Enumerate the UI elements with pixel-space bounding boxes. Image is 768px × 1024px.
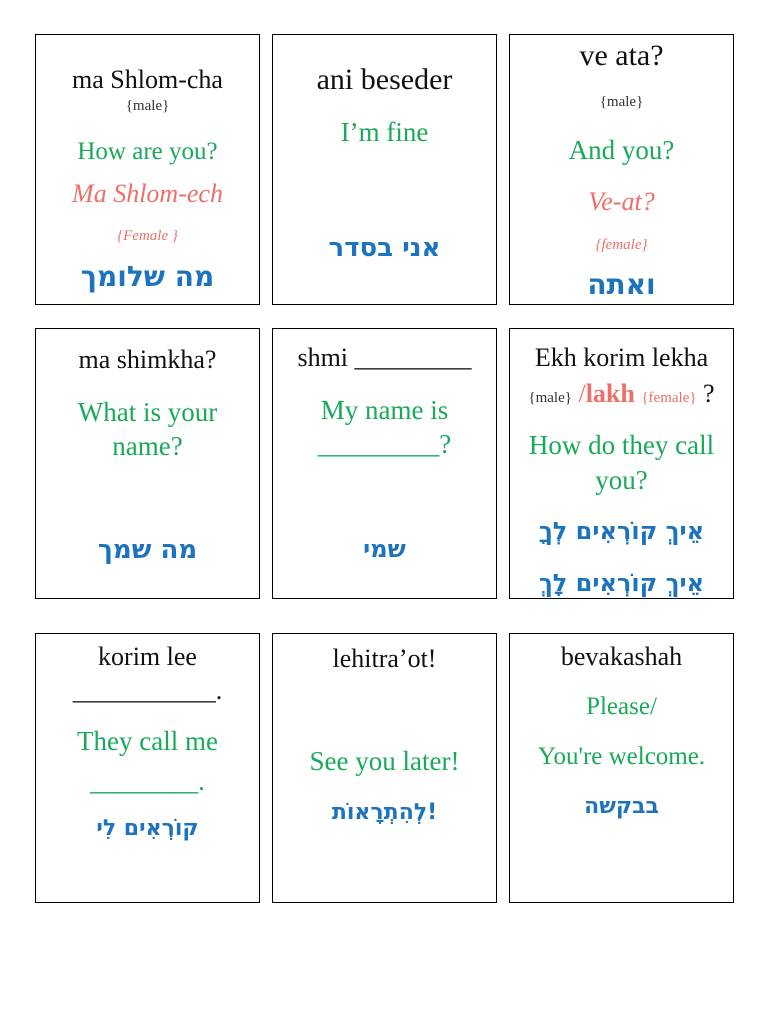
slash-separator: / — [578, 379, 586, 408]
english-translation-line-1: My name is — [320, 395, 449, 425]
gender-variants-row — [510, 381, 733, 407]
hebrew-text: מה שלומך — [80, 260, 215, 293]
transliteration: bevakashah — [560, 642, 683, 671]
transliteration: ve ata? — [579, 39, 664, 72]
question-mark: ? — [703, 379, 715, 408]
transliteration-line-1: korim lee — [98, 642, 197, 671]
transliteration: lehitra’ot! — [332, 644, 437, 673]
english-translation-line-1: How do they call — [528, 430, 715, 460]
english-translation: How are you? — [77, 138, 218, 165]
card-please — [509, 633, 734, 903]
english-translation-line-2: you? — [595, 465, 648, 495]
english-translation: I’m fine — [340, 117, 429, 147]
hebrew-text: מה שמך — [97, 535, 198, 565]
card-how-are-you — [35, 34, 260, 305]
hebrew-text: ואתה — [587, 268, 656, 301]
hebrew-text-male: אֵיךְ קוֹרְאִים לְךָ — [538, 517, 705, 545]
english-translation-line-1: Please/ — [586, 693, 657, 720]
transliteration: ani beseder — [316, 63, 453, 96]
gender-tag-male: {male} — [125, 98, 170, 114]
gender-tag-male: {male} — [528, 390, 572, 406]
english-translation: And you? — [568, 135, 675, 165]
english-translation-line-2: ________. — [90, 766, 205, 796]
transliteration-line-2: ___________. — [72, 676, 223, 705]
gender-tag-female: {Female } — [117, 228, 178, 244]
card-what-is-your-name — [35, 328, 260, 599]
hebrew-text: בבקשה — [584, 794, 659, 819]
hebrew-text: שמי — [363, 535, 406, 563]
card-they-call-me — [35, 633, 260, 903]
hebrew-text-female: אֵיךְ קוֹרְאִים לָךְ — [538, 569, 705, 597]
gender-tag-male: {male} — [599, 94, 644, 110]
gender-tag-female: {female} — [641, 390, 697, 406]
card-see-you-later — [272, 633, 497, 903]
english-translation-line-1: They call me — [77, 726, 218, 756]
card-im-fine — [272, 34, 497, 305]
card-my-name-is — [272, 328, 497, 599]
card-how-do-they-call-you — [509, 328, 734, 599]
transliteration: ma shimkha? — [78, 345, 217, 374]
transliteration: Ekh korim lekha — [534, 343, 709, 372]
female-transliteration: Ve-at? — [588, 187, 655, 216]
transliteration: shmi _________ — [297, 343, 472, 372]
card-and-you — [509, 34, 734, 305]
english-translation-line-1: What is your — [77, 397, 218, 427]
hebrew-text: !לְהִתְרָאוֹת — [331, 800, 438, 825]
female-word: lakh — [585, 379, 635, 408]
english-translation: See you later! — [309, 746, 460, 776]
english-translation-line-2: _________? — [317, 429, 452, 459]
hebrew-text: אני בסדר — [328, 233, 441, 263]
female-transliteration: Ma Shlom-ech — [72, 179, 223, 208]
hebrew-text: קוֹרְאִים לִי — [96, 816, 199, 841]
english-translation-line-2: You're welcome. — [537, 743, 706, 770]
gender-tag-female: {female} — [595, 237, 648, 253]
english-translation-line-2: name? — [112, 431, 183, 461]
transliteration: ma Shlom-cha — [72, 65, 223, 94]
